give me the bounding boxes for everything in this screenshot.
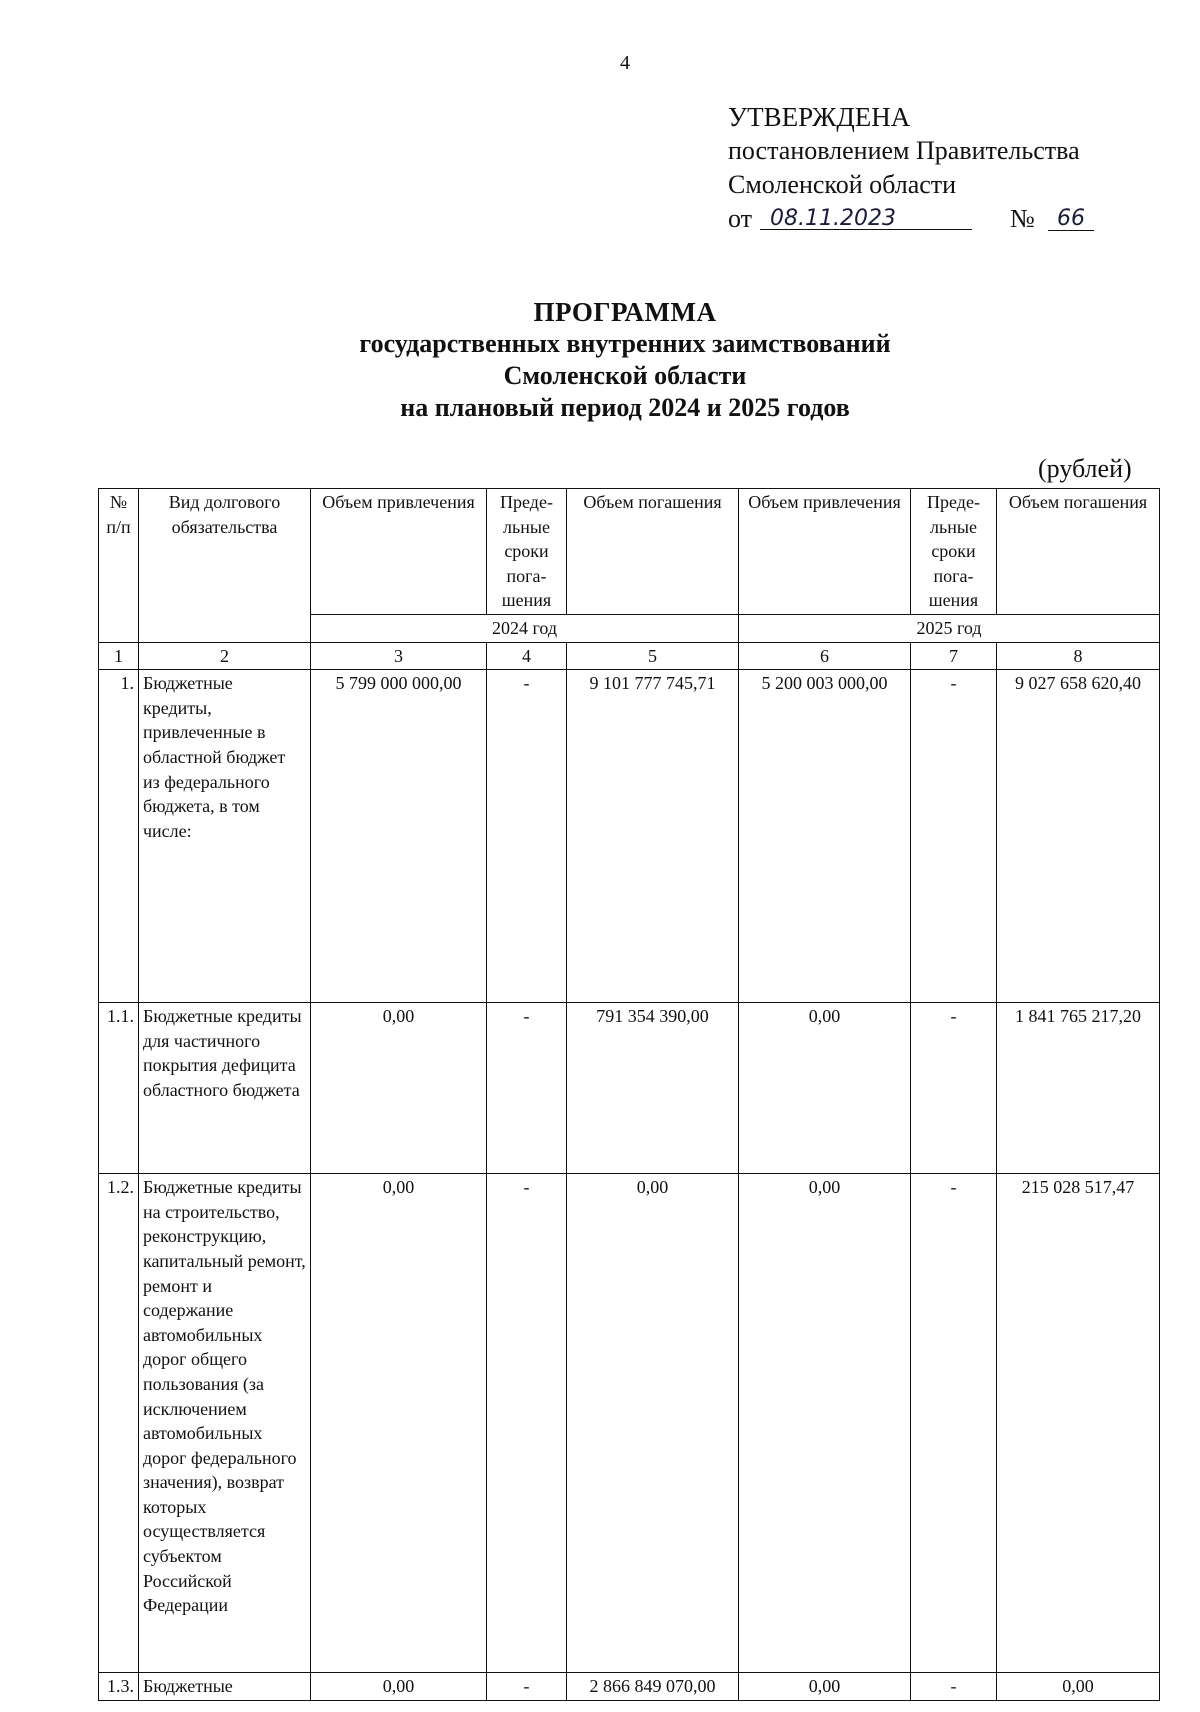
row-attract-2025: 0,00 <box>739 1003 911 1174</box>
row-repay-2024: 9 101 777 745,71 <box>567 670 739 1003</box>
header-type: Вид долгового обязательства <box>139 489 311 643</box>
row-repay-2024: 2 866 849 070,00 <box>567 1673 739 1701</box>
header-attract-2024: Объем привлечения <box>311 489 487 615</box>
header-attract-2025: Объем привлечения <box>739 489 911 615</box>
column-number-row <box>99 642 1160 670</box>
col-number: 8 <box>997 642 1160 670</box>
row-term-2024: - <box>487 1003 567 1174</box>
row-num: 1.3. <box>99 1673 139 1701</box>
approval-heading: УТВЕРЖДЕНА <box>728 102 911 132</box>
row-repay-2025: 215 028 517,47 <box>997 1174 1160 1673</box>
row-num: 1.1. <box>99 1003 139 1174</box>
header-year-2024: 2024 год <box>311 614 739 642</box>
row-attract-2025: 0,00 <box>739 1673 911 1701</box>
row-attract-2024: 0,00 <box>311 1174 487 1673</box>
borrowing-program-table <box>98 488 1160 1701</box>
approval-line-2: Смоленской области <box>728 170 957 199</box>
row-num: 1.2. <box>99 1174 139 1673</box>
header-year-2025: 2025 год <box>739 614 1160 642</box>
col-number: 4 <box>487 642 567 670</box>
header-num: № п/п <box>99 489 139 643</box>
row-term-2024: - <box>487 670 567 1003</box>
row-type: Бюджетные <box>139 1673 311 1701</box>
col-number: 1 <box>99 642 139 670</box>
table-row <box>99 1174 1160 1673</box>
title-line-2: государственных внутренних заимствований <box>359 329 891 358</box>
row-term-2025: - <box>911 1673 997 1701</box>
row-repay-2025: 0,00 <box>997 1673 1160 1701</box>
approval-stamp <box>728 100 1085 236</box>
document-title <box>0 296 1200 424</box>
col-number: 6 <box>739 642 911 670</box>
header-repay-2024: Объем погашения <box>567 489 739 615</box>
table-row <box>99 1003 1160 1174</box>
row-term-2024: - <box>487 1673 567 1701</box>
row-attract-2025: 5 200 003 000,00 <box>739 670 911 1003</box>
header-repay-2025: Объем погашения <box>997 489 1160 615</box>
from-label: от <box>728 204 753 233</box>
title-line-1: ПРОГРАММА <box>533 297 717 327</box>
row-term-2025: - <box>911 1003 997 1174</box>
row-type: Бюджетные кредиты для частичного покрытия дефицита областного бюджета <box>139 1003 311 1174</box>
row-term-2025: - <box>911 670 997 1003</box>
row-repay-2025: 1 841 765 217,20 <box>997 1003 1160 1174</box>
handwritten-number: 66 <box>1048 202 1094 231</box>
row-attract-2024: 0,00 <box>311 1673 487 1701</box>
col-number: 2 <box>139 642 311 670</box>
approval-line-1: постановлением Правительства <box>728 136 1080 165</box>
table-row <box>99 1673 1160 1701</box>
title-line-3: Смоленской области <box>503 361 747 390</box>
units-label: (рублей) <box>1038 454 1132 483</box>
table-row <box>99 670 1160 1003</box>
col-number: 3 <box>311 642 487 670</box>
handwritten-date: 08.11.2023 <box>760 202 972 230</box>
row-repay-2025: 9 027 658 620,40 <box>997 670 1160 1003</box>
header-term-2024: Преде-льные сроки пога-шения <box>487 489 567 615</box>
approval-signature-line <box>728 202 1085 236</box>
row-repay-2024: 791 354 390,00 <box>567 1003 739 1174</box>
row-type: Бюджетные кредиты, привлеченные в областной бюджет из федерального бюджета, в том числе: <box>139 670 311 1003</box>
row-attract-2024: 0,00 <box>311 1003 487 1174</box>
row-attract-2025: 0,00 <box>739 1174 911 1673</box>
row-attract-2024: 5 799 000 000,00 <box>311 670 487 1003</box>
page-number: 4 <box>620 52 630 74</box>
header-term-2025: Преде-льные сроки пога-шения <box>911 489 997 615</box>
row-term-2025: - <box>911 1174 997 1673</box>
col-number: 7 <box>911 642 997 670</box>
col-number: 5 <box>567 642 739 670</box>
number-label: № <box>1010 204 1035 233</box>
row-repay-2024: 0,00 <box>567 1174 739 1673</box>
title-line-4: на плановый период 2024 и 2025 годов <box>400 393 850 422</box>
header-row <box>99 489 1160 615</box>
row-type: Бюджетные кредиты на строительство, реконструкцию, капитальный ремонт, ремонт и содержание автомобильных дорог общего пользования (за исключением автомобильных дорог федерального значения), возврат которых осуществляется субъектом Российской Федерации <box>139 1174 311 1673</box>
row-term-2024: - <box>487 1174 567 1673</box>
row-num: 1. <box>99 670 139 1003</box>
